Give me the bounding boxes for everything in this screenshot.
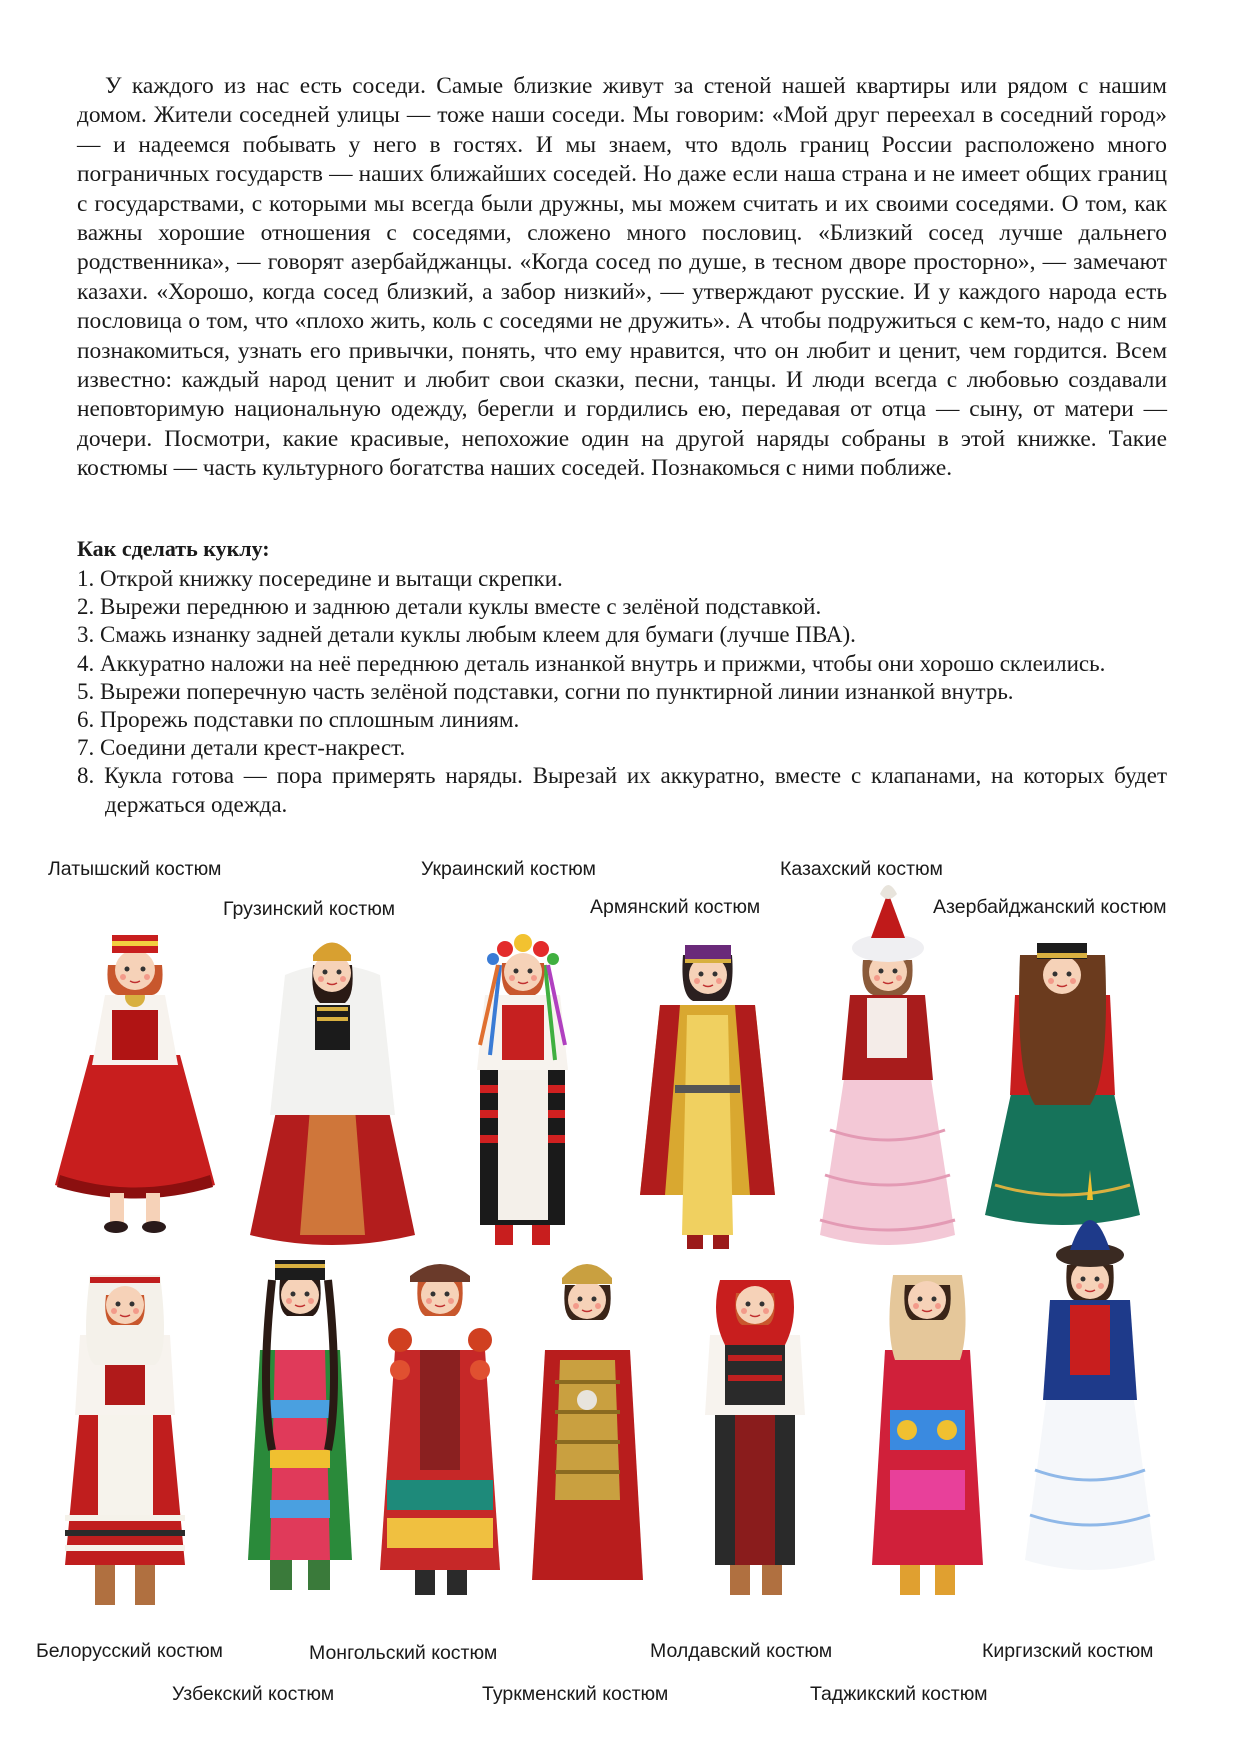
doll-moldavian <box>680 1255 830 1625</box>
label-turkmen: Туркменский костюм <box>482 1683 669 1705</box>
instruction-step: 5. Вырежи поперечную часть зелёной подставки, согни по пунктирной линии изнанкой внутрь. <box>77 678 1014 704</box>
instructions <box>77 535 1167 819</box>
doll-turkmen <box>515 1250 660 1625</box>
label-uzbek: Узбекский костюм <box>172 1683 335 1705</box>
doll-georgian <box>245 935 420 1280</box>
doll-belarusian <box>50 1255 200 1625</box>
intro-paragraph: У каждого из нас есть соседи. Самые близкие живут за стеной нашей квартиры или рядом с нашим домом. Жители соседней улицы — тоже наши соседи. Мы говорим: «Мой друг переехал в соседний город» — и надеемся побывать у него в гостях. И мы знаем, что вдоль границ России расположено много пограничных государств — наших ближайших соседей. Но даже если наша страна и не имеет общих границ с государствами, с которыми мы всегда были дружны, мы можем считать и их своими соседями. О том, как важны хорошие отношения с соседями, сложено много пословиц. «Близкий сосед лучше дальнего родственника», — говорят азербайджанцы. «Когда сосед по душе, в тесном дворе просторно», — замечают казахи. «Хорошо, когда сосед близкий, а забор низкий», — утверждают русские. И у каждого народа есть пословица о том, что «плохо жить, коль с соседями не дружить». А чтобы подружиться с кем-то, надо с ним познакомиться, узнать его привычки, понять, что ему нравится, что он любит и ценит, чем гордится. Всем известно: каждый народ ценит и любит свои сказки, песни, танцы. И люди всегда с любовью создавали неповторимую национальную одежду, берегли и гордились ею, передавая от отца — сыну, от матери — дочери. Посмотри, какие красивые, непохожие один на другой наряды собраны в этой книжке. Такие костюмы — часть культурного богатства наших соседей. Познакомься с ними поближе. <box>77 73 1167 482</box>
doll-ukrainian <box>440 935 605 1280</box>
doll-armenian <box>625 935 790 1280</box>
label-azerbaijani: Азербайджанский костюм <box>933 896 1167 918</box>
label-latvian: Латышский костюм <box>48 858 222 880</box>
doll-kazakh <box>805 880 970 1280</box>
instruction-step: 3. Смажь изнанку задней детали куклы любым клеем для бумаги (лучше ПВА). <box>77 622 856 648</box>
doll-kyrgyz <box>1015 1170 1165 1625</box>
label-kazakh: Казахский костюм <box>780 858 943 880</box>
label-armenian: Армянский костюм <box>590 896 761 918</box>
label-tajik: Таджикский костюм <box>810 1683 988 1705</box>
instruction-step: 7. Соедини детали крест-накрест. <box>77 735 406 761</box>
instruction-step: 4. Аккуратно наложи на неё переднюю деталь изнанкой внутрь и прижми, чтобы они хорошо склеились. <box>77 650 1106 676</box>
label-georgian: Грузинский костюм <box>223 898 396 920</box>
label-mongolian: Монгольский костюм <box>309 1642 498 1664</box>
doll-latvian <box>50 935 220 1280</box>
label-belarusian: Белорусский костюм <box>36 1640 223 1662</box>
instructions-list <box>77 565 1167 819</box>
instruction-step: 2. Вырежи переднюю и заднюю детали куклы вместе с зелёной подставкой. <box>77 594 822 620</box>
label-ukrainian: Украинский костюм <box>421 858 596 880</box>
doll-tajik <box>855 1250 1000 1625</box>
instruction-step: 1. Открой книжку посередине и вытащи скрепки. <box>77 566 563 591</box>
instruction-step: 6. Прорежь подставки по сплошным линиям. <box>77 707 520 733</box>
label-moldavian: Молдавский костюм <box>650 1640 833 1662</box>
label-kyrgyz: Киргизский костюм <box>982 1640 1154 1662</box>
doll-uzbek <box>230 1250 370 1625</box>
instruction-step: 8. Кукла готова — пора примерять наряды. Вырезай их аккуратно, вместе с клапанами, на которых будет держаться одежда. <box>77 763 1167 817</box>
instructions-title: Как сделать куклу: <box>77 536 270 561</box>
doll-mongolian <box>365 1250 515 1625</box>
